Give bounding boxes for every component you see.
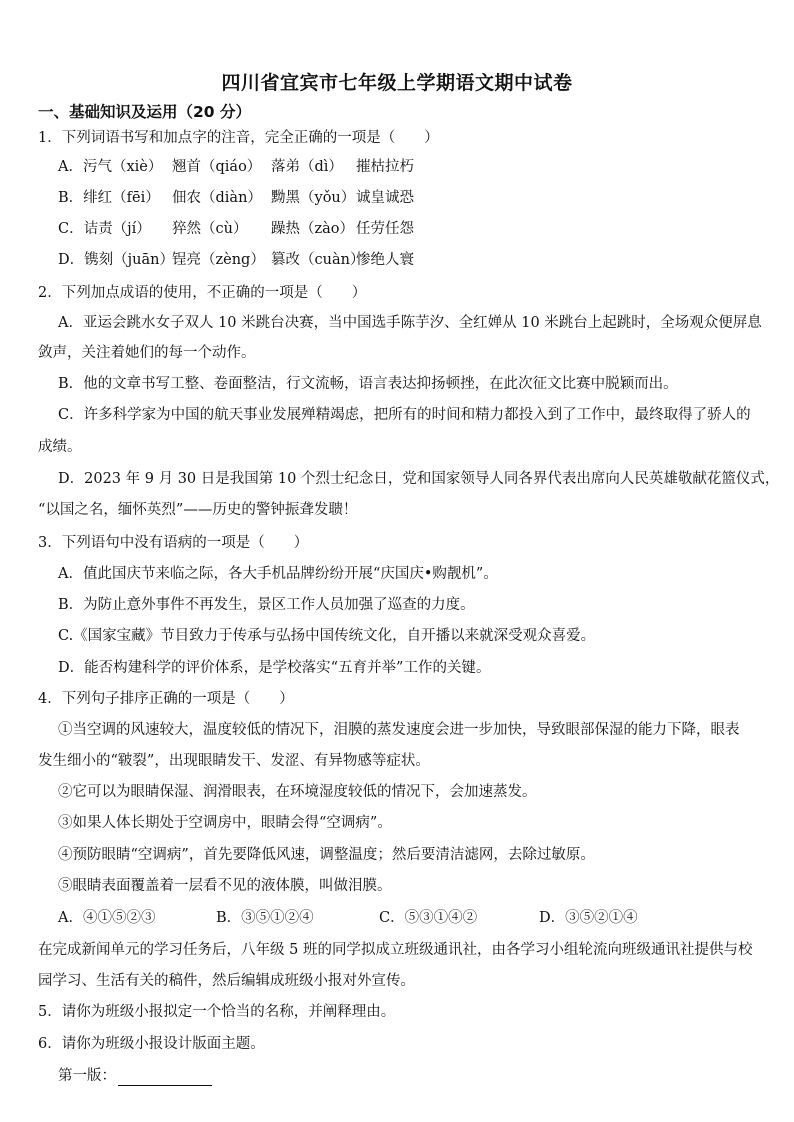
question-3-stem: 3．下列语句中没有语病的一项是（ ）: [38, 535, 309, 551]
option-cell: 翘首（qiáo）: [172, 159, 262, 175]
option-cell: C．⑤③①④②: [379, 910, 478, 926]
question-6-first-edition: [58, 1066, 212, 1086]
option-cell: 猝然（cù）: [172, 221, 248, 237]
option-cell: 诚皇诚恐: [356, 190, 414, 206]
option-cell: 摧枯拉朽: [356, 159, 414, 175]
option-cell: A．污气（xiè）: [58, 159, 163, 175]
option-cell: 篡改（cuàn）: [271, 252, 365, 268]
question-2-option-a: A．亚运会跳水女子双人 10 米跳台决赛，当中国选手陈芋汐、全红婵从 10 米跳台上起跳时，全场观众便屏息: [58, 315, 762, 331]
intro-line-1: 在完成新闻单元的学习任务后，八年级 5 班的同学拟成立班级通讯社，由各学习小组轮流向班级通讯社提供与校: [38, 942, 753, 958]
question-2-stem: 2．下列加点成语的使用，不正确的一项是（ ）: [38, 285, 367, 301]
option-cell: 惨绝人寰: [356, 252, 414, 268]
option-cell: C．诘责（jí）: [58, 221, 151, 237]
question-6-stem: 6．请你为班级小报设计版面主题。: [38, 1036, 265, 1052]
question-4-sentence-3: ③如果人体长期处于空调房中，眼睛会得“空调病”。: [58, 815, 392, 831]
page-title: 四川省宜宾市七年级上学期语文期中试卷: [221, 72, 573, 94]
section-heading: 一、基础知识及运用（20 分）: [38, 103, 251, 121]
question-3-option-b: B．为防止意外事件不再发生，景区工作人员加强了巡查的力度。: [58, 597, 475, 613]
question-4-options: [58, 908, 638, 928]
option-cell: 躁热（zào）: [271, 221, 355, 237]
option-cell: D．③⑤②①④: [539, 910, 638, 926]
question-5-stem: 5．请你为班级小报拟定一个恰当的名称，并阐释理由。: [38, 1004, 396, 1020]
question-4-sentence-2: ②它可以为眼睛保湿、润滑眼表，在环境湿度较低的情况下，会加速蒸发。: [58, 784, 537, 800]
question-4-sentence-1-cont: 发生细小的“皲裂”，出现眼睛发干、发涩、有异物感等症状。: [38, 753, 430, 769]
option-cell: 任劳任怨: [356, 221, 414, 237]
question-1-option-c: [58, 219, 414, 239]
option-cell: 落弟（dì）: [271, 159, 343, 175]
question-2-option-d: D．2023 年 9 月 30 日是我国第 10 个烈士纪念日，党和国家领导人同各界代表出席向人民英雄敬献花篮仪式，: [58, 471, 780, 487]
question-2-option-c: C．许多科学家为中国的航天事业发展殚精竭虑，把所有的时间和精力都投入到了工作中，最终取得了骄人的: [58, 407, 751, 423]
option-cell: B．③⑤①②④: [216, 910, 314, 926]
question-3-option-a: A．值此国庆节来临之际，各大手机品牌纷纷开展“庆国庆•购靓机”。: [58, 566, 498, 582]
question-2-option-d-cont: “以国之名，缅怀英烈”——历史的警钟振聋发聩！: [38, 502, 358, 518]
question-2-option-c-cont: 成绩。: [38, 439, 82, 455]
answer-blank[interactable]: [118, 1069, 212, 1086]
question-1-stem: 1．下列词语书写和加点字的注音，完全正确的一项是（ ）: [38, 130, 439, 146]
option-cell: B．绯红（fēi）: [58, 190, 160, 206]
question-2-option-a-cont: 敛声，关注着她们的每一个动作。: [38, 345, 256, 361]
question-4-sentence-4: ④预防眼睛“空调病”，首先要降低风速，调整温度；然后要清洁滤网，去除过敏原。: [58, 847, 595, 863]
question-4-sentence-1: ①当空调的风速较大，温度较低的情况下，泪膜的蒸发速度会进一步加快，导致眼部保湿的能力下降，眼表: [58, 722, 740, 738]
option-cell: D．镌刻（juān）: [58, 252, 174, 268]
option-cell: 锃亮（zèng）: [172, 252, 265, 268]
question-1-option-d: [58, 250, 414, 270]
question-1-option-b: [58, 188, 414, 208]
question-4-stem: 4．下列句子排序正确的一项是（ ）: [38, 691, 294, 707]
question-3-option-c: C.《国家宝藏》节目致力于传承与弘扬中国传统文化，自开播以来就深受观众喜爱。: [58, 628, 596, 644]
question-3-option-d: D．能否构建科学的评价体系，是学校落实“五育并举”工作的关键。: [58, 660, 491, 676]
option-cell: A．④①⑤②③: [58, 910, 156, 926]
intro-line-2: 园学习、生活有关的稿件，然后编辑成班级小报对外宣传。: [38, 973, 415, 989]
option-cell: 佃农（diàn）: [172, 190, 262, 206]
question-1-option-a: [58, 157, 414, 177]
question-4-sentence-5: ⑤眼睛表面覆盖着一层看不见的液体膜，叫做泪膜。: [58, 878, 392, 894]
question-2-option-b: B．他的文章书写工整、卷面整洁，行文流畅，语言表达抑扬顿挫，在此次征文比赛中脱颖而出。: [58, 376, 678, 392]
option-cell: 黝黑（yǒu）: [271, 190, 356, 206]
first-edition-label: 第一版：: [58, 1068, 116, 1084]
